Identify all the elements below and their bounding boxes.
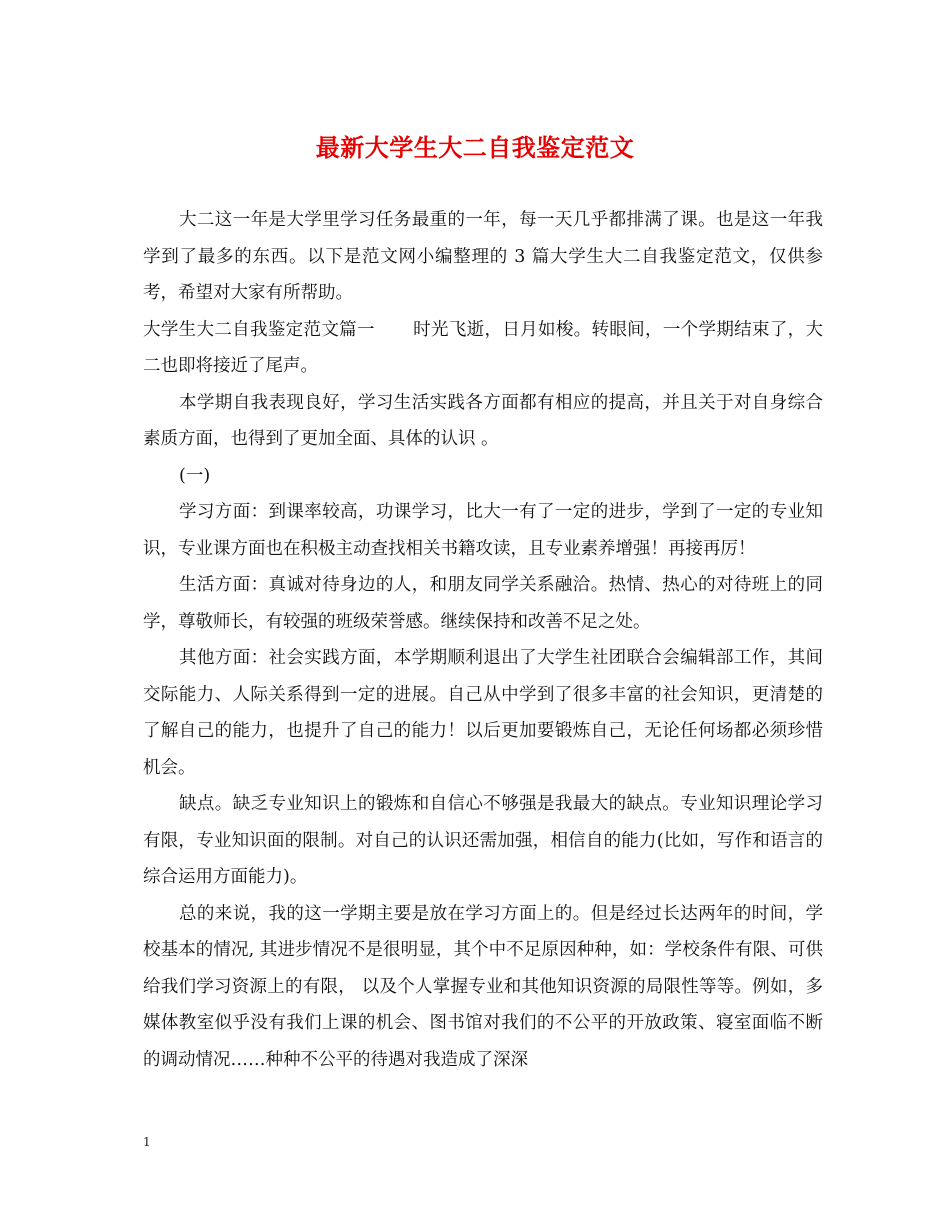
other-paragraph: 其他方面：社会实践方面，本学期顺利退出了大学生社团联合会编辑部工作，其间交际能力、人际关系得到一定的进展。自己从中学到了很多丰富的社会知识，更清楚的了解自己的能力，也提升了自己的能力！以后更加要锻炼自己，无论任何场都必须珍惜机会。: [143, 648, 823, 778]
shortcomings-paragraph: 缺点。缺乏专业知识上的锻炼和自信心不够强是我最大的缺点。专业知识理论学习有限，专业知识面的限制。对自己的认识还需加强，相信自的能力(比如，写作和语言的综合运用方面能力)。: [143, 794, 823, 887]
summary-paragraph: 总的来说，我的这一学期主要是放在学习方面上的。但是经过长达两年的时间，学校基本的情况, 其进步情况不是很明显，其个中不足原因种种，如：学校条件有限、可供给我们学习资源上的有限， 以及个人掌握专业和其他知识资源的局限性等等。例如，多媒体教室似乎没有我们上课的机会、图书馆对我们的不公平的开放政策、寝室面临不断的调动情况……种种不公平的待遇对我造成了深深: [143, 903, 823, 1070]
life-paragraph: 生活方面：真诚对待身边的人，和朋友同学关系融洽。热情、热心的对待班上的同学，尊敬师长，有较强的班级荣誉感。继续保持和改善不足之处。: [143, 575, 823, 632]
section-first-text: 时光飞逝，日月如梭。转眼间，一个学期结束了，大二也即将接近了尾声。: [143, 319, 824, 376]
section-heading: 大学生大二自我鉴定范文篇一: [143, 319, 375, 340]
section-one-paragraph: [143, 312, 823, 385]
subsection-marker: (一): [179, 465, 211, 486]
performance-paragraph: 本学期自我表现良好，学习生活实践各方面都有相应的提高，并且关于对自身综合素质方面，也得到了更加全面、具体的认识 。: [143, 392, 823, 449]
page-number: 1: [143, 1135, 151, 1149]
document-body: [143, 202, 823, 1078]
intro-paragraph: 大二这一年是大学里学习任务最重的一年，每一天几乎都排满了课。也是这一年我学到了最多的东西。以下是范文网小编整理的 3 篇大学生大二自我鉴定范文，仅供参考，希望对大家有所帮助。: [143, 210, 823, 303]
document-title: 最新大学生大二自我鉴定范文: [315, 133, 635, 162]
study-paragraph: 学习方面：到课率较高，功课学习，比大一有了一定的进步，学到了一定的专业知识，专业课方面也在积极主动查找相关书籍攻读，且专业素养增强！再接再厉！: [143, 502, 823, 559]
